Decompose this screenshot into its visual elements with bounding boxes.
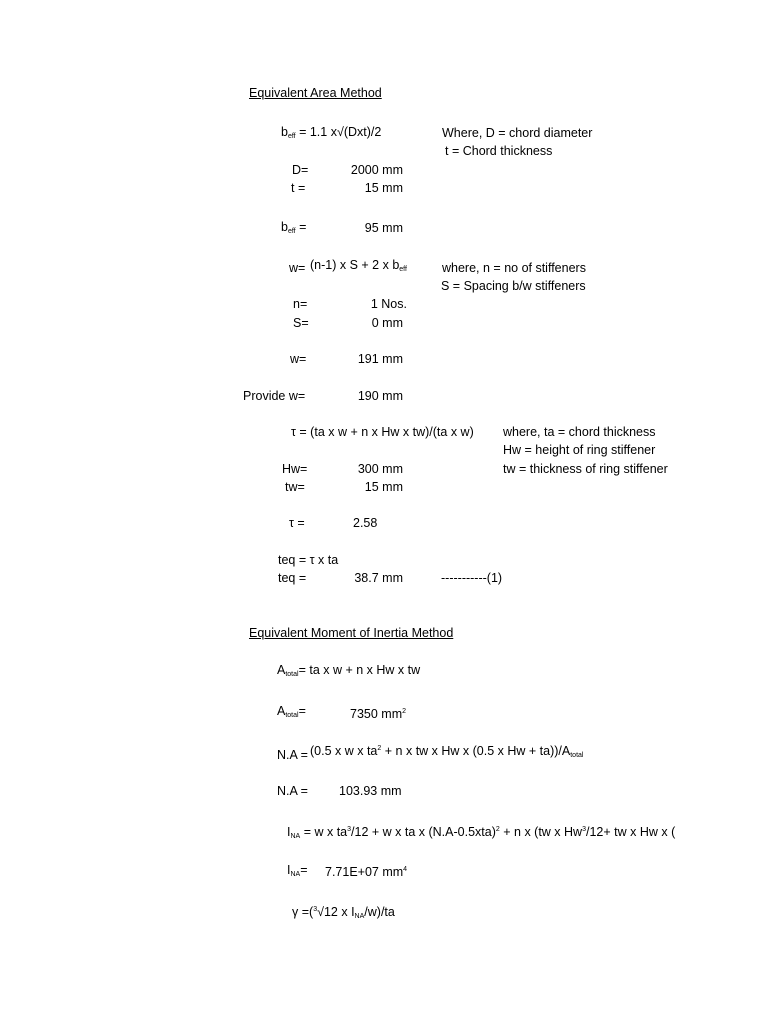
ina-result-value: 7.71E+07 $mm^4$ <box>325 865 408 879</box>
t-value: 15 mm <box>364 181 403 195</box>
w-formula-expr: (n-1) x S + 2 x $b_{eff}$ <box>310 258 407 273</box>
tau-value: 2.58 <box>353 516 378 530</box>
section-title-moment-of-inertia: Equivalent Moment of Inertia Method <box>249 626 454 640</box>
w-value: 191 mm <box>357 352 403 366</box>
hw-value: 300 mm <box>357 462 403 476</box>
beff-result-label: $b_{eff}$ = <box>281 220 307 235</box>
where-tw-note: tw = thickness of ring stiffener <box>503 462 668 476</box>
teq-value: 38.7 mm <box>354 571 403 585</box>
where-t-note: t = Chord thickness <box>445 144 553 158</box>
tau-label: τ = <box>289 516 305 530</box>
where-hw-note: Hw = height of ring stiffener <box>503 443 656 457</box>
provide-w-value: 190 mm <box>357 389 403 403</box>
tw-value: 15 mm <box>364 480 403 494</box>
where-n-note: where, n = no of stiffeners <box>442 261 586 275</box>
teq-formula: teq = τ x ta <box>278 553 339 567</box>
n-value: 1 Nos. <box>370 297 407 311</box>
atotal-formula: $A_{total}=$ ta x w + n x Hw x tw <box>277 663 421 678</box>
ina-result-label: $I_{NA}=$ <box>287 863 308 878</box>
beff-result-value: 95 mm <box>364 221 403 235</box>
t-label: t = <box>291 181 306 195</box>
d-label: D= <box>292 163 309 177</box>
provide-w-label: Provide w= <box>243 389 306 403</box>
equation-reference: -----------(1) <box>441 571 503 585</box>
hw-label: Hw= <box>282 462 308 476</box>
na-formula-expr: (0.5 x w x $ta^2 + n$ x tw x Hw x (0.5 x $Hw + ta))/A_{total}$ <box>310 744 584 759</box>
na-result-label: N.A = <box>277 784 308 798</box>
where-s-note: S = Spacing b/w stiffeners <box>441 279 586 293</box>
where-d-note: Where, D = chord diameter <box>442 126 593 140</box>
beff-formula: $b_{eff} = 1.1$ x√(Dxt)/2 <box>281 125 382 140</box>
tau-formula: τ = (ta x w + n x Hw x tw)/(ta x w) <box>291 425 474 439</box>
teq-label: teq = <box>278 571 307 585</box>
gamma-formula: γ =($^3$√12 x $I_{NA}/w)/ta$ <box>292 905 395 920</box>
atotal-result-label: $A_{total}=$ <box>277 704 306 719</box>
n-label: n= <box>293 297 308 311</box>
section-title-equivalent-area: Equivalent Area Method <box>249 86 382 100</box>
ina-formula: $I_{NA} = w$ x $ta^3/12 + w$ x ta x $(N.A-0.5xta)^2 + n$ x (tw x $Hw^3/12+$ tw x Hw x ( <box>287 825 676 840</box>
w-formula-lhs: w= <box>289 261 306 275</box>
atotal-result-value: 7350 $mm^2$ <box>350 707 407 721</box>
s-label: S= <box>293 316 309 330</box>
where-ta-note: where, ta = chord thickness <box>503 425 656 439</box>
w-label: w= <box>290 352 307 366</box>
d-value: 2000 mm <box>350 163 403 177</box>
na-formula-lhs: N.A = <box>277 748 308 762</box>
tw-label: tw= <box>285 480 305 494</box>
s-value: 0 mm <box>371 316 403 330</box>
na-result-value: 103.93 mm <box>339 784 402 798</box>
